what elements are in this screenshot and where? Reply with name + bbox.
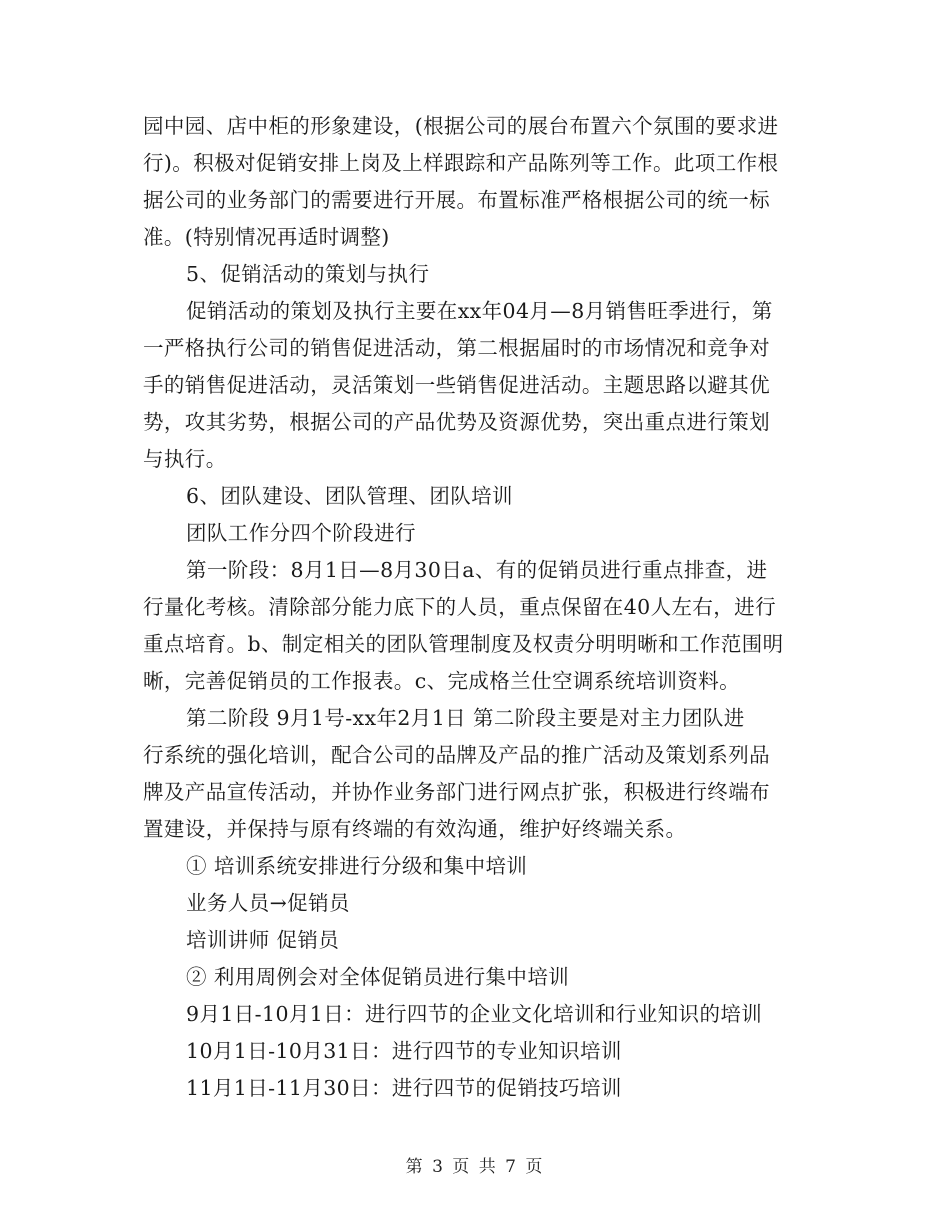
text-line: 业务人员→促销员 (186, 891, 350, 915)
text-line: 11月1日-11月30日：进行四节的促销技巧培训 (186, 1076, 622, 1100)
text-line: 手的销售促进活动，灵活策划一些销售促进活动。主题思路以避其优 (143, 373, 770, 397)
text-line: 重点培育。b、制定相关的团队管理制度及权责分明明晰和工作范围明 (143, 632, 784, 656)
document-body (143, 108, 808, 1107)
text-line: 6、团队建设、团队管理、团队培训 (186, 484, 513, 508)
text-line: 晰，完善促销员的工作报表。c、完成格兰仕空调系统培训资料。 (143, 669, 741, 693)
text-line: ② 利用周例会对全体促销员进行集中培训 (186, 965, 570, 989)
text-line: 与执行。 (143, 447, 227, 471)
text-line: 园中园、店中柜的形象建设，(根据公司的展台布置六个氛围的要求进 (143, 114, 779, 138)
text-line: 准。(特别情况再适时调整) (143, 225, 390, 249)
text-line: 势，攻其劣势，根据公司的产品优势及资源优势，突出重点进行策划 (143, 410, 770, 434)
text-line: ① 培训系统安排进行分级和集中培训 (186, 854, 528, 878)
text-line: 10月1日-10月31日：进行四节的专业知识培训 (186, 1039, 622, 1063)
text-line: 促销活动的策划及执行主要在xx年04月—8月销售旺季进行，第 (186, 299, 773, 323)
text-line: 行)。积极对促销安排上岗及上样跟踪和产品陈列等工作。此项工作根 (143, 151, 779, 175)
text-line: 一严格执行公司的销售促进活动，第二根据届时的市场情况和竞争对 (143, 336, 770, 360)
text-line: 行量化考核。清除部分能力底下的人员，重点保留在40人左右，进行 (143, 595, 776, 619)
text-line: 牌及产品宣传活动，并协作业务部门进行网点扩张，积极进行终端布 (143, 780, 770, 804)
text-line: 置建设，并保持与原有终端的有效沟通，维护好终端关系。 (143, 817, 687, 841)
text-line: 行系统的强化培训，配合公司的品牌及产品的推广活动及策划系列品 (143, 743, 770, 767)
page-footer: 第 3 页 共 7 页 (405, 1157, 545, 1177)
text-line: 第二阶段 9月1号-xx年2月1日 第二阶段主要是对主力团队进 (186, 706, 745, 730)
text-line: 培训讲师 促销员 (186, 928, 340, 952)
text-line: 9月1日-10月1日：进行四节的企业文化培训和行业知识的培训 (186, 1002, 763, 1026)
text-line: 据公司的业务部门的需要进行开展。布置标准严格根据公司的统一标 (143, 188, 770, 212)
text-line: 第一阶段：8月1日—8月30日a、有的促销员进行重点排查，进 (186, 558, 768, 582)
text-line: 5、促销活动的策划与执行 (186, 262, 430, 286)
text-line: 团队工作分四个阶段进行 (186, 521, 416, 545)
